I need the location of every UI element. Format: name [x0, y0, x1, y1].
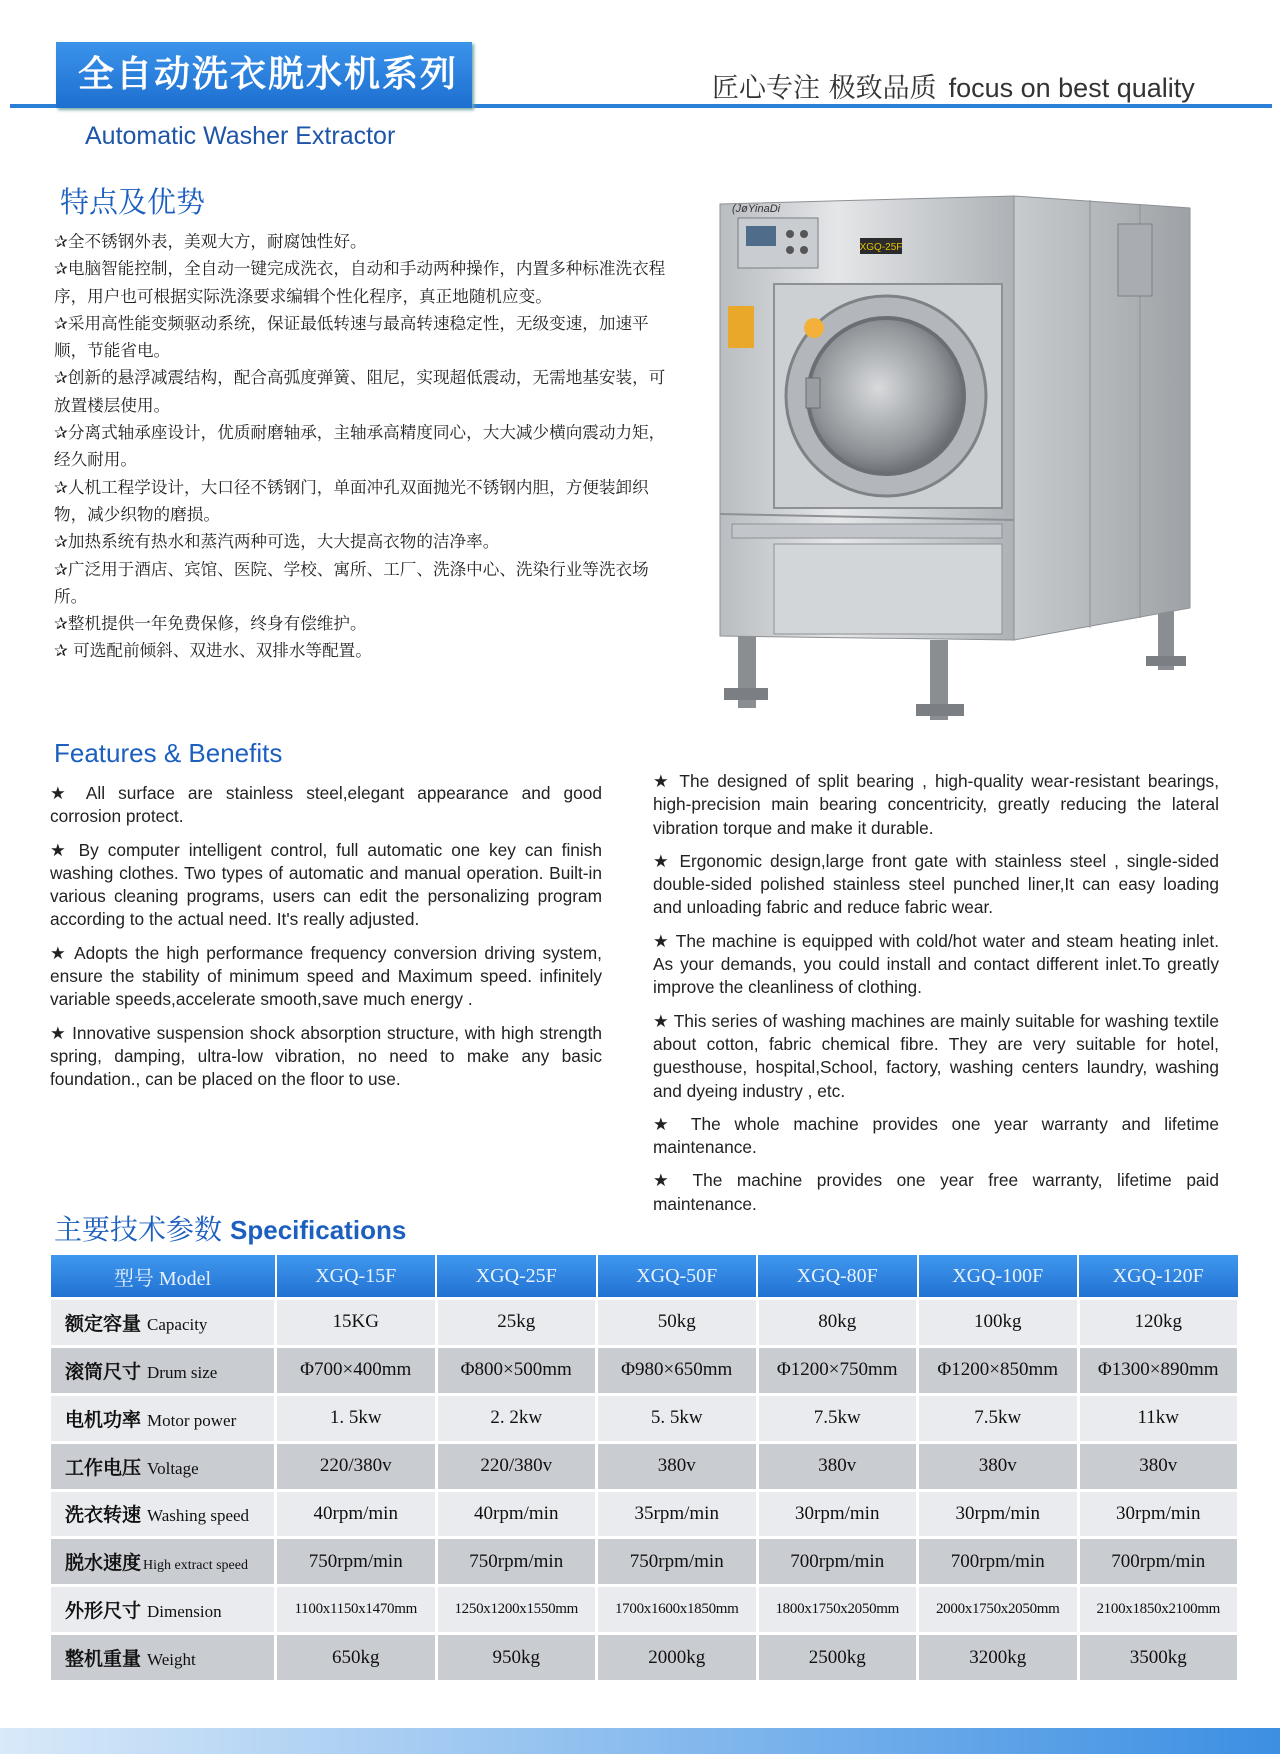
- table-cell: 25kg: [436, 1299, 597, 1347]
- table-cell: 30rpm/min: [918, 1490, 1079, 1538]
- row-label-zh: 洗衣转速: [65, 1504, 142, 1527]
- table-row: [50, 1634, 1239, 1682]
- table-cell: 750rpm/min: [597, 1538, 758, 1586]
- table-cell: 2000kg: [597, 1634, 758, 1682]
- table-cell: Φ700×400mm: [276, 1346, 437, 1394]
- table-cell: 2. 2kw: [436, 1394, 597, 1442]
- row-label-en: Voltage: [147, 1458, 199, 1478]
- table-cell: Φ980×650mm: [597, 1346, 758, 1394]
- table-cell: 700rpm/min: [757, 1538, 918, 1586]
- row-label-zh: 工作电压: [65, 1456, 142, 1479]
- list-item: ★ Adopts the high performance frequency conversion driving system, ensure the stability of minimum speed and Maximum speed. infinitely variable speeds,accelerate smooth,save much energy .: [50, 942, 602, 1010]
- features-en-left-column: [50, 782, 602, 1102]
- row-label-en: Motor power: [147, 1410, 237, 1430]
- list-item: ✰全不锈钢外表，美观大方，耐腐蚀性好。: [54, 232, 367, 251]
- row-label-zh: 电机功率: [65, 1408, 142, 1431]
- row-label: [50, 1442, 276, 1490]
- row-label-zh: 外形尺寸: [65, 1600, 142, 1623]
- table-cell: 15KG: [276, 1299, 437, 1347]
- table-cell: 30rpm/min: [1078, 1490, 1239, 1538]
- specs-header-row: [50, 1254, 1239, 1299]
- list-item: ★ Innovative suspension shock absorption structure, with high strength spring, damping, ultra-low vibration, no need to make any basic foundation., can be placed on the floor to use.: [50, 1022, 602, 1090]
- specs-heading: [54, 1208, 406, 1248]
- specs-table: [48, 1253, 1240, 1683]
- table-cell: 1250x1200x1550mm: [436, 1586, 597, 1634]
- table-cell: 7.5kw: [918, 1394, 1079, 1442]
- table-cell: 1. 5kw: [276, 1394, 437, 1442]
- features-en-heading: Features & Benefits: [54, 738, 283, 768]
- table-row: [50, 1299, 1239, 1347]
- row-label-zh: 滚筒尺寸: [65, 1360, 142, 1383]
- list-item: ✰人机工程学设计，大口径不锈钢门，单面冲孔双面抛光不锈钢内胆，方便装卸织物，减少织物的磨损。: [54, 477, 649, 524]
- table-row: [50, 1346, 1239, 1394]
- slogan: [712, 66, 1195, 105]
- specs-heading-en: Specifications: [230, 1215, 407, 1245]
- table-cell: Φ1200×850mm: [918, 1346, 1079, 1394]
- table-cell: 1800x1750x2050mm: [757, 1586, 918, 1634]
- list-item: ✰整机提供一年免费保修，终身有偿维护。: [54, 614, 367, 634]
- table-cell: 100kg: [918, 1299, 1079, 1347]
- washer-extractor-image: [710, 188, 1226, 728]
- list-item: ✰采用高性能变频驱动系统，保证最低转速与最高转速稳定性，无级变速，加速平顺，节能省电。: [54, 313, 649, 361]
- table-cell: 700rpm/min: [1078, 1538, 1239, 1586]
- table-cell: 380v: [757, 1442, 918, 1490]
- list-item: ★ All surface are stainless steel,elegant appearance and good corrosion protect.: [50, 783, 602, 827]
- page-subtitle: Automatic Washer Extractor: [85, 122, 396, 150]
- table-cell: 2500kg: [757, 1634, 918, 1682]
- table-cell: 35rpm/min: [597, 1490, 758, 1538]
- brand-logo-text: (JøYinaDi: [732, 203, 781, 215]
- table-cell: 750rpm/min: [436, 1538, 597, 1586]
- model-header: XGQ-25F: [436, 1254, 597, 1299]
- features-en-right-column: [653, 770, 1219, 1226]
- specs-heading-zh: 主要技术参数: [54, 1213, 223, 1246]
- row-label: [50, 1490, 276, 1538]
- table-cell: 380v: [918, 1442, 1079, 1490]
- row-label: [50, 1634, 276, 1682]
- table-cell: 40rpm/min: [436, 1490, 597, 1538]
- list-item: ✰分离式轴承座设计，优质耐磨轴承，主轴承高精度同心，大大减少横向震动力矩，经久耐用。: [54, 423, 666, 470]
- list-item: ★ Ergonomic design,large front gate with stainless steel , single-sided double-sided polished stainless steel punched liner,It can easy loading and unloading fabric and reduce fabric wear.: [653, 850, 1219, 918]
- row-label: [50, 1346, 276, 1394]
- table-row: [50, 1490, 1239, 1538]
- model-header: XGQ-100F: [918, 1254, 1079, 1299]
- list-item: ★ The designed of split bearing , high-quality wear-resistant bearings, high-precision main bearing concentricity, greatly reducing the lateral vibration torque and make it durable.: [653, 771, 1219, 838]
- footer-band: [0, 1728, 1280, 1754]
- table-cell: 950kg: [436, 1634, 597, 1682]
- table-row: [50, 1442, 1239, 1490]
- list-item: ✰创新的悬浮减震结构，配合高弧度弹簧、阻尼，实现超低震动，无需地基安装，可放置楼层使用。: [54, 368, 666, 415]
- model-header: XGQ-50F: [597, 1254, 758, 1299]
- table-cell: Φ1200×750mm: [757, 1346, 918, 1394]
- table-cell: 750rpm/min: [276, 1538, 437, 1586]
- list-item: ✰广泛用于酒店、宾馆、医院、学校、寓所、工厂、洗涤中心、洗染行业等洗衣场所。: [54, 559, 649, 606]
- row-label: [50, 1586, 276, 1634]
- list-item: ★ The machine provides one year free warranty, lifetime paid maintenance.: [653, 1170, 1219, 1214]
- table-cell: 380v: [1078, 1442, 1239, 1490]
- table-cell: 380v: [597, 1442, 758, 1490]
- row-label: [50, 1299, 276, 1347]
- table-cell: 1100x1150x1470mm: [276, 1586, 437, 1634]
- list-item: ★ The whole machine provides one year warranty and lifetime maintenance.: [653, 1113, 1219, 1158]
- model-header: XGQ-120F: [1078, 1254, 1239, 1299]
- title-banner: [56, 42, 472, 108]
- row-label-en: High extract speed: [143, 1558, 248, 1574]
- list-item: ✰ 可选配前倾斜、双进水、双排水等配置。: [54, 641, 372, 661]
- table-cell: 7.5kw: [757, 1394, 918, 1442]
- list-item: ✰电脑智能控制，全自动一键完成洗衣，自动和手动两种操作，内置多种标准洗衣程序，用户也可根据实际洗涤要求编辑个性化程序，真正地随机应变。: [54, 259, 666, 306]
- row-label-en: Drum size: [147, 1362, 218, 1382]
- row-label: [50, 1538, 276, 1586]
- table-cell: 40rpm/min: [276, 1490, 437, 1538]
- table-cell: 220/380v: [436, 1442, 597, 1490]
- table-cell: 1700x1600x1850mm: [597, 1586, 758, 1634]
- list-item: ✰加热系统有热水和蒸汽两种可选，大大提高衣物的洁净率。: [54, 532, 500, 552]
- table-cell: Φ1300×890mm: [1078, 1346, 1239, 1394]
- model-plate: XGQ-25F: [859, 242, 903, 253]
- table-cell: 30rpm/min: [757, 1490, 918, 1538]
- slogan-en: focus on best quality: [948, 73, 1195, 103]
- row-label-zh: 整机重量: [65, 1648, 142, 1671]
- table-cell: 120kg: [1078, 1299, 1239, 1347]
- table-cell: 3500kg: [1078, 1634, 1239, 1682]
- list-item: ★ The machine is equipped with cold/hot water and steam heating inlet. As your demands, you could install and contact different inlet.To greatly improve the cleanliness of clothing.: [653, 930, 1219, 998]
- table-cell: 2000x1750x2050mm: [918, 1586, 1079, 1634]
- row-label-zh: 额定容量: [65, 1312, 142, 1335]
- page-title: 全自动洗衣脱水机系列: [78, 54, 459, 95]
- table-cell: 220/380v: [276, 1442, 437, 1490]
- features-zh-heading: 特点及优势: [60, 185, 206, 219]
- table-row: [50, 1538, 1239, 1586]
- model-header: XGQ-80F: [757, 1254, 918, 1299]
- table-cell: 5. 5kw: [597, 1394, 758, 1442]
- table-row: [50, 1586, 1239, 1634]
- row-label-zh: 脱水速度: [65, 1552, 142, 1575]
- table-cell: 3200kg: [918, 1634, 1079, 1682]
- table-cell: 650kg: [276, 1634, 437, 1682]
- table-row: [50, 1394, 1239, 1442]
- table-cell: 700rpm/min: [918, 1538, 1079, 1586]
- table-cell: 2100x1850x2100mm: [1078, 1586, 1239, 1634]
- table-cell: 11kw: [1078, 1394, 1239, 1442]
- model-column-header: 型号 Model: [50, 1254, 276, 1299]
- row-label-en: Capacity: [147, 1314, 208, 1334]
- table-cell: Φ800×500mm: [436, 1346, 597, 1394]
- row-label: [50, 1394, 276, 1442]
- row-label-en: Dimension: [147, 1602, 222, 1622]
- model-header: XGQ-15F: [276, 1254, 437, 1299]
- row-label-en: Washing speed: [147, 1506, 250, 1526]
- row-label-en: Weight: [147, 1650, 196, 1670]
- list-item: ★ This series of washing machines are mainly suitable for washing textile about cotton, fabric chemical fibre. They are very suitable for hotel, guesthouse, hospital,School, factory, washing centers laundry, washing and dyeing industry , etc.: [653, 1010, 1219, 1101]
- slogan-zh: 匠心专注 极致品质: [712, 73, 937, 104]
- features-zh-list: [54, 228, 672, 665]
- table-cell: 50kg: [597, 1299, 758, 1347]
- table-cell: 80kg: [757, 1299, 918, 1347]
- list-item: ★ By computer intelligent control, full automatic one key can finish washing clothes. Two types of automatic and manual operation. Built-in various cleaning programs, users can edit the personalizing program according to the actual need. It's really adjusted.: [50, 839, 602, 930]
